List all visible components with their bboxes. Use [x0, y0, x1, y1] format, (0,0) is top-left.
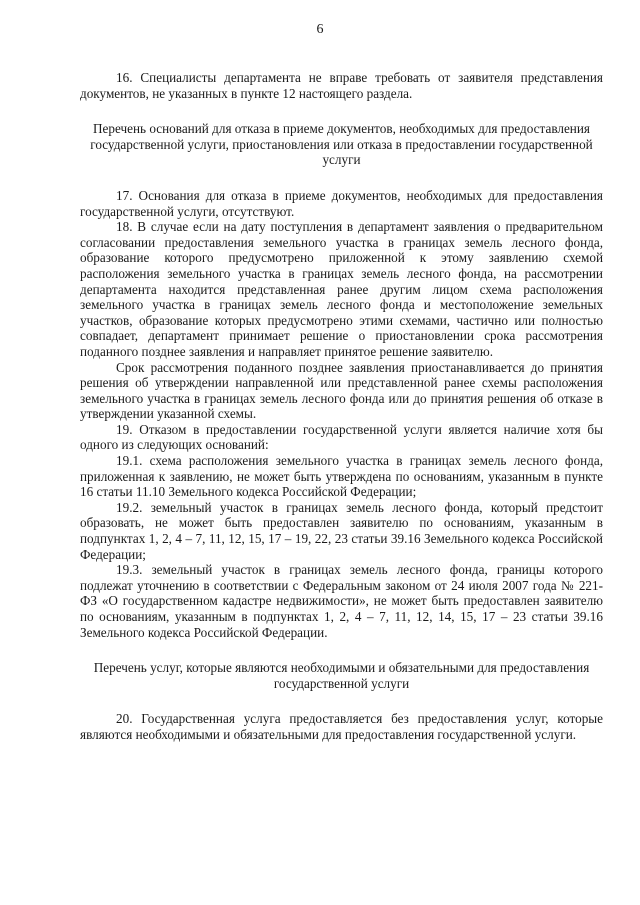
paragraph-16: 16. Специалисты департамента не вправе требовать от заявителя представления документов, не указанных в пункте 12 настоящего раздела.: [80, 70, 603, 101]
spacer: [80, 168, 603, 188]
paragraph-17: 17. Основания для отказа в приеме документов, необходимых для предоставления государственной услуги, отсутствуют.: [80, 187, 603, 219]
paragraph-18-term: Срок рассмотрения поданного позднее заявления приостанавливается до принятия решения об утверждении направленной или представленной ранее схемы расположения земельного участка в границах земель лесного фонда или до принятия решения об отказе в утверждении указанной схемы.: [80, 359, 603, 422]
spacer: [80, 691, 603, 711]
document-body: [80, 70, 603, 743]
section-heading-refusal-grounds: Перечень оснований для отказа в приеме документов, необходимых для предоставления государственной услуги, приостановления или отказа в предоставлении государственной услуги: [90, 121, 593, 168]
spacer: [80, 101, 603, 121]
page-number: 6: [316, 22, 324, 37]
paragraph-19-2: 19.2. земельный участок в границах земель лесного фонда, который предстоит образовать, не может быть предоставлен заявителю по основаниям, указанным в подпунктах 1, 2, 4 – 7, 11, 12, 15, 17 – 19, 22, 23 статьи 39.16 Земельного кодекса Российской Федерации;: [80, 499, 603, 562]
section-heading-required-services: Перечень услуг, которые являются необходимыми и обязательными для предоставления государственной услуги: [93, 660, 590, 691]
paragraph-18: 18. В случае если на дату поступления в департамент заявления о предварительном согласовании предоставления земельного участка в границах земель лесного фонда, образование которого предусмотрено приложенной к этому заявлению схемой расположения земельного участка в границах земель лесного фонда, на рассмотрении департамента находится представленная ранее другим лицом схема расположения земельного участка в границах земель лесного фонда и местоположение земельных участков, образование которых предусмотрено этими схемами, частично или полностью совпадает, департамент принимает решение о приостановлении срока рассмотрения поданного позднее заявления и направляет принятое решение заявителю.: [80, 219, 603, 359]
paragraph-19-1: 19.1. схема расположения земельного участка в границах земель лесного фонда, приложенная к заявлению, не может быть утверждена по основаниям, указанным в пункте 16 статьи 11.10 Земельного кодекса Российской Федерации;: [80, 453, 603, 500]
spacer: [80, 640, 603, 660]
paragraph-19-3: 19.3. земельный участок в границах земель лесного фонда, границы которого подлежат уточнению в соответствии с Федеральным законом от 24 июля 2007 года № 221-ФЗ «О государственном кадастре недвижимости», не может быть предоставлен заявителю по основаниям, указанным в подпунктах 1, 2, 4 – 7, 11, 12, 14, 15, 17 – 23 статьи 39.16 Земельного кодекса Российской Федерации.: [80, 562, 603, 640]
paragraph-20: 20. Государственная услуга предоставляется без предоставления услуг, которые являются необходимыми и обязательными для предоставления государственной услуги.: [80, 711, 603, 742]
paragraph-19: 19. Отказом в предоставлении государственной услуги является наличие хотя бы одного из следующих оснований:: [80, 421, 603, 453]
